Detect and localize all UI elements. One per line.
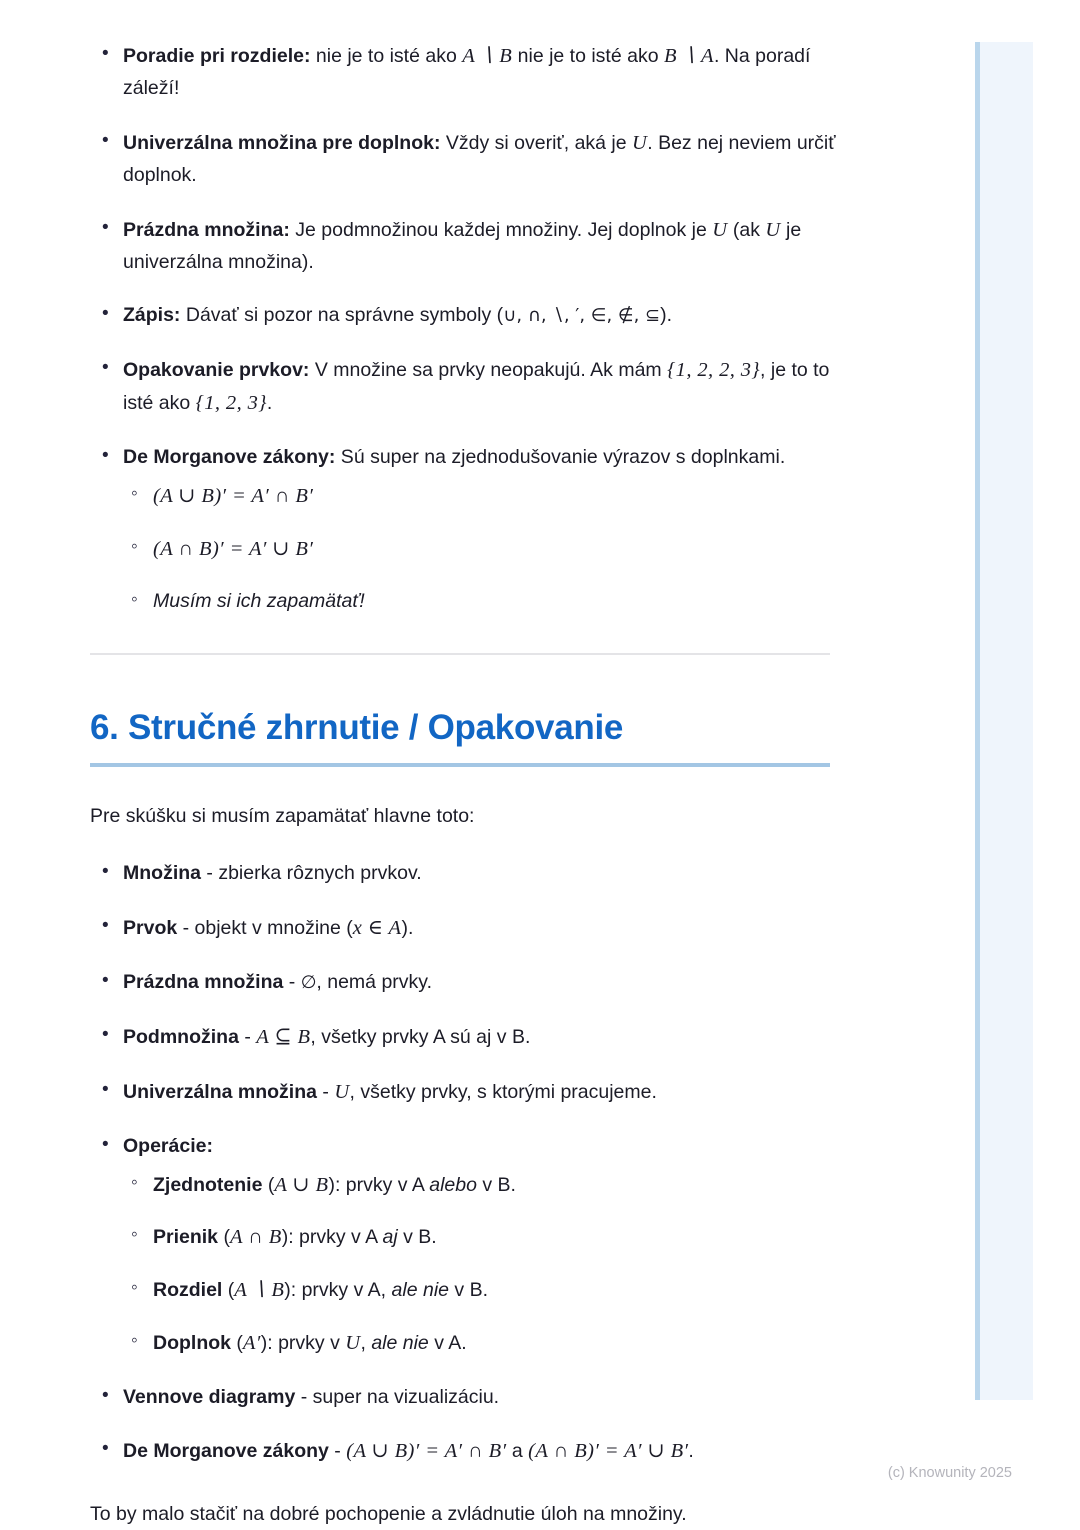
term-label: Poradie pri rozdiele: xyxy=(123,45,311,67)
text-fragment: , xyxy=(360,1332,372,1354)
document-content xyxy=(90,40,840,1530)
math-expression: (A ∩ B)′ = A′ ∪ B′ xyxy=(528,1440,689,1463)
text-fragment: - xyxy=(238,1025,257,1048)
term-label: De Morganove zákony: xyxy=(123,446,336,469)
term-label: Podmnožina xyxy=(123,1025,239,1048)
term-label: Opakovanie prvkov: xyxy=(123,358,310,381)
text-fragment: v B. xyxy=(397,1226,437,1249)
operation-item-doplnok xyxy=(123,1327,840,1360)
text-fragment: v B. xyxy=(476,1173,516,1196)
operation-item-rozdiel xyxy=(123,1274,840,1307)
set-symbols: ∪, ∩, ∖, ′, ∈, ∉, ⊆ xyxy=(503,305,661,327)
text-fragment: ( xyxy=(262,1173,275,1196)
section-heading-underline xyxy=(90,763,830,767)
text-fragment: ): prvky v A xyxy=(281,1226,383,1249)
list-item-zapis xyxy=(90,300,840,332)
text-fragment: - super na vizualizáciu. xyxy=(295,1385,500,1408)
math-expression: U xyxy=(712,218,728,241)
term-label: Zjednotenie xyxy=(153,1173,263,1196)
text-fragment: , všetky prvky A sú aj v B. xyxy=(310,1025,531,1048)
summary-item-univerzalna-mnozina xyxy=(90,1076,840,1109)
term-label: Prvok xyxy=(123,916,178,939)
text-fragment: ). xyxy=(401,916,414,939)
math-expression: A ∩ B xyxy=(229,1226,282,1249)
text-fragment: . Bez nej neviem určiť doplnok. xyxy=(123,131,836,186)
math-expression: (A ∩ B)′ = A′ ∪ B′ xyxy=(153,537,314,560)
text-fragment: ): prvky v A xyxy=(328,1173,430,1196)
text-fragment: je univerzálna množina). xyxy=(123,218,802,273)
text-fragment: Dávať si pozor na správne symboly ( xyxy=(180,304,504,327)
de-morgan-sublist xyxy=(123,480,840,617)
summary-item-operacie xyxy=(90,1131,840,1360)
summary-item-podmnozina xyxy=(90,1021,840,1054)
summary-item-prvok xyxy=(90,912,840,945)
text-fragment: - objekt v množine ( xyxy=(177,916,353,939)
operation-item-prienik xyxy=(123,1221,840,1254)
list-item-poradie-pri-rozdiele xyxy=(90,40,840,105)
list-item-prazdna-mnozina xyxy=(90,214,840,279)
summary-item-prazdna-mnozina xyxy=(90,967,840,999)
italic-note: Musím si ich zapamätať! xyxy=(153,589,365,612)
term-label: Vennove diagramy xyxy=(123,1385,296,1408)
text-fragment: ): prvky v A, xyxy=(284,1279,392,1302)
term-label: Univerzálna množina xyxy=(123,1080,317,1103)
math-expression: A ∪ B xyxy=(274,1173,329,1196)
right-decorative-panel xyxy=(975,42,1033,1400)
term-label: Operácie: xyxy=(123,1135,213,1158)
math-expression: x ∈ A xyxy=(352,916,402,939)
italic-emphasis: ale nie xyxy=(371,1332,429,1354)
italic-emphasis: ale nie xyxy=(391,1279,449,1302)
math-expression: B ∖ A xyxy=(663,45,714,67)
footer-copyright: (c) Knowunity 2025 xyxy=(887,1465,1012,1481)
text-fragment: v A. xyxy=(428,1332,467,1354)
section-intro-text: Pre skúšku si musím zapamätať hlavne toto: xyxy=(90,804,475,827)
list-item-de-morganove-zakony xyxy=(90,442,840,616)
list-item-univerzalna-mnozina-pre-doplnok xyxy=(90,127,840,192)
term-label: Prázdna množina xyxy=(123,971,284,994)
text-fragment: . xyxy=(266,392,273,415)
section-outro-text: To by malo stačiť na dobré pochopenie a zvládnutie úloh na množiny. xyxy=(90,1502,687,1525)
math-expression: A′ xyxy=(242,1332,261,1354)
math-expression: A ∖ B xyxy=(234,1279,285,1302)
text-fragment: ( xyxy=(218,1226,230,1249)
text-fragment: , nemá prvky. xyxy=(316,971,432,994)
math-expression: A ∖ B xyxy=(462,45,513,67)
text-fragment: Sú super na zjednodušovanie výrazov s doplnkami. xyxy=(335,446,786,469)
text-fragment: ): prvky v xyxy=(260,1332,346,1354)
term-label: Rozdiel xyxy=(153,1279,223,1302)
italic-emphasis: aj xyxy=(382,1226,398,1249)
term-label: Prienik xyxy=(153,1226,219,1249)
math-expression: U xyxy=(765,218,781,241)
term-label: De Morganove zákony xyxy=(123,1440,329,1463)
math-expression: U xyxy=(632,131,648,154)
sublist-item-law-intersection xyxy=(123,533,840,566)
text-fragment: ( xyxy=(231,1332,243,1354)
sublist-item-note xyxy=(123,586,840,617)
math-expression: U xyxy=(334,1080,350,1103)
math-expression: {1, 2, 3} xyxy=(195,392,267,415)
list-item-opakovanie-prvkov xyxy=(90,354,840,420)
sublist-item-law-union xyxy=(123,480,840,513)
text-fragment: , je to to isté ako xyxy=(123,358,830,415)
term-label: Zápis: xyxy=(123,304,181,327)
text-fragment: nie je to isté ako xyxy=(310,45,463,67)
text-fragment: . Na poradí záleží! xyxy=(123,45,811,100)
text-fragment: V množine sa prvky neopakujú. Ak mám xyxy=(309,358,668,381)
text-fragment: a xyxy=(506,1440,529,1463)
term-label: Prázdna množina: xyxy=(123,218,290,241)
text-fragment: v B. xyxy=(449,1279,489,1302)
operation-item-zjednotenie xyxy=(123,1169,840,1202)
math-expression: (A ∪ B)′ = A′ ∩ B′ xyxy=(153,484,314,507)
empty-set-symbol: ∅ xyxy=(300,972,317,994)
text-fragment: (ak xyxy=(727,218,766,241)
text-fragment: ). xyxy=(660,304,673,327)
text-fragment: , všetky prvky, s ktorými pracujeme. xyxy=(349,1080,657,1103)
text-fragment: - zbierka rôznych prvkov. xyxy=(201,862,422,885)
text-fragment: . xyxy=(688,1440,694,1463)
summary-item-vennove-diagramy xyxy=(90,1382,840,1414)
math-expression: {1, 2, 2, 3} xyxy=(667,358,761,381)
text-fragment: Vždy si overiť, aká je xyxy=(440,131,633,154)
italic-emphasis: alebo xyxy=(429,1173,477,1196)
text-fragment: ( xyxy=(222,1279,235,1302)
term-label: Množina xyxy=(123,862,201,885)
summary-list xyxy=(90,858,840,1468)
tips-list xyxy=(90,40,840,617)
summary-item-mnozina xyxy=(90,858,840,890)
math-expression: U xyxy=(345,1332,361,1354)
text-fragment: - xyxy=(328,1440,347,1463)
math-expression: (A ∪ B)′ = A′ ∩ B′ xyxy=(346,1440,507,1463)
term-label: Univerzálna množina pre doplnok: xyxy=(123,131,441,154)
term-label: Doplnok xyxy=(153,1332,231,1354)
math-expression: A ⊆ B xyxy=(256,1025,311,1048)
text-fragment: - xyxy=(283,971,301,994)
section-divider xyxy=(90,653,830,655)
text-fragment: nie je to isté ako xyxy=(512,45,664,67)
text-fragment: - xyxy=(316,1080,335,1103)
section-heading-6: 6. Stručné zhrnutie / Opakovanie xyxy=(90,707,624,747)
text-fragment: Je podmnožinou každej množiny. Jej doplnok je xyxy=(289,218,713,241)
summary-item-de-morganove-zakony xyxy=(90,1435,840,1468)
operations-sublist xyxy=(123,1169,840,1360)
